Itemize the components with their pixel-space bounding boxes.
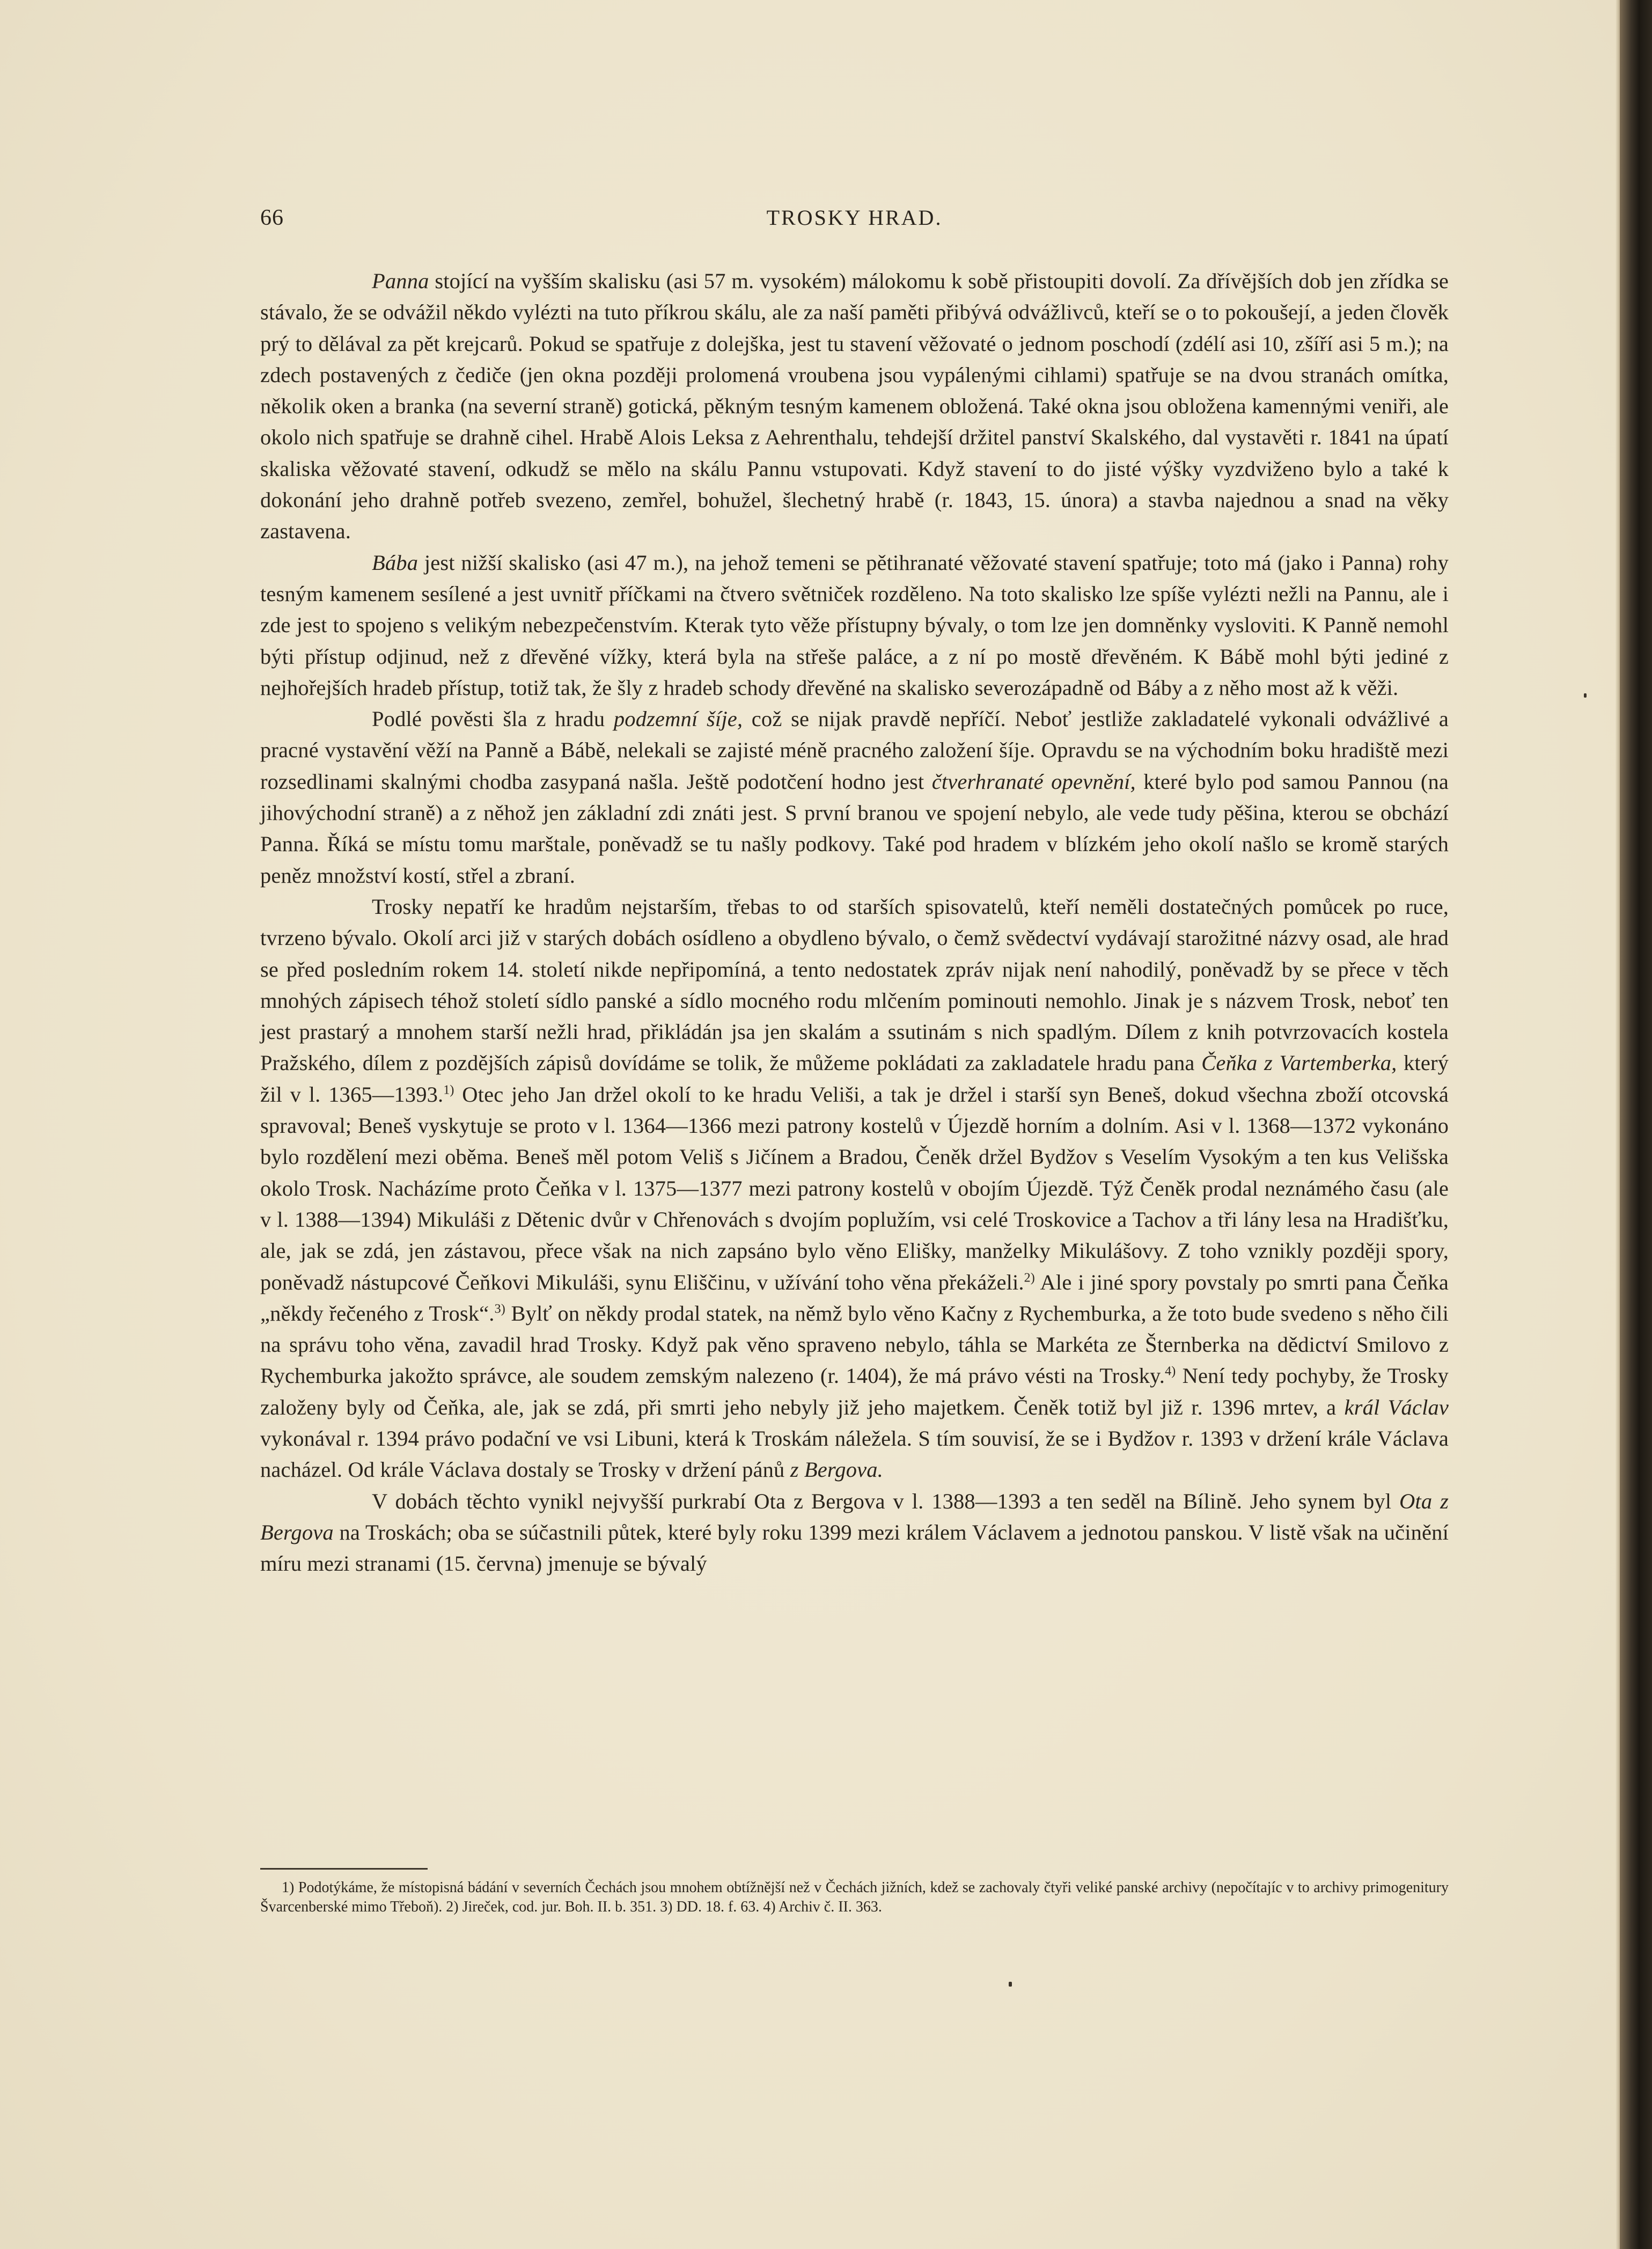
emphasis-text: Bába	[372, 550, 418, 575]
footnote-ref: 3)	[494, 1302, 505, 1316]
page-edge-highlight	[1616, 0, 1620, 2249]
paragraph	[260, 891, 1449, 1486]
emphasis-text: čtverhranaté opevnění,	[931, 769, 1136, 794]
paragraph	[260, 266, 1449, 547]
footnote-text: 1) Podotýkáme, že místopisná bádání v severních Čechách jsou mnohem obtížnější než v Čechách jižních, kdež se zachovaly čtyři veliké panské archivy (nepočítajíc v to archivy primogenitury Švarcenberské mimo Třeboň). 2) Jireček, cod. jur. Boh. II. b. 351. 3) DD. 18. f. 63. 4) Archiv č. II. 363.	[260, 1879, 1449, 1915]
text-run: stojící na vyšším skalisku (asi 57 m. vysokém) málokomu k sobě přistoupiti dovolí. Za dřívějších dob jen zřídka se stávalo, že se odvážil někdo vylézti na tuto příkrou skálu, ale za naší paměti přibývá odvážlivců, kteří se o to pokoušejí, a jeden člověk prý to dělával za pět krejcarů. Pokud se spatřuje z dolejška, jest tu stavení věžovaté o jednom poschodí (zdélí asi 10, zšíří asi 5 m.); na zdech postavených z čediče (jen okna později prolomená vroubena jsou vypálenými cihlami) spatřuje se na dvou stranách omítka, několik oken a branka (na severní straně) gotická, pěkným tesným kamenem obložená. Také okna jsou obložena kamennými veniři, ale okolo nich spatřuje se drahně cihel. Hrabě Alois Leksa z Aehrenthalu, tehdejší držitel panství Skalského, dal vystavěti r. 1841 na úpatí skaliska věžovaté stavení, odkudž se mělo na skálu Pannu vstupovati. Když stavení to do jisté výšky vyzdviženo bylo a také k dokonání jeho drahně potřeb svezeno, zemřel, bohužel, šlechetný hrabě (r. 1843, 15. února) a stavba najednou a snad na věky zastavena.	[260, 269, 1449, 544]
footnote-ref: 1)	[443, 1083, 454, 1097]
text-run: jest nižší skalisko (asi 47 m.), na jehož temeni se pětihranaté věžovaté stavení spatřuje; toto má (jako i Panna) rohy tesným kamenem sesílené a jest uvnitř příčkami na čtvero světniček rozděleno. Na toto skalisko lze spíše vylézti nežli na Pannu, ale i zde jest to spojeno s velikým nebezpečenstvím. Kterak tyto věže přístupny bývaly, o tom lze jen domněnky vysloviti. K Panně nemohl býti přístup odjinud, než z dřevěné vížky, která byla na střeše paláce, a z ní po mostě dřevěném. K Bábě mohl býti jediné z nejhořejších hradeb přístup, totiž tak, že šly z hradeb schody dřevěné na skalisko severozápadně od Báby a z něho most až k věži.	[260, 550, 1449, 700]
text-run: které bylo pod samou Pannou (na jihovýchodní straně) a z něhož jen základní zdi znáti jest. S první branou ve spojení nebylo, ale vede tudy pěšina, kterou se obchází Panna. Říká se místu tomu marštale, poněvadž se tu našly podkovy. Také pod hradem v blízkém jeho okolí našlo se kromě starých peněz množství kostí, střel a zbraní.	[260, 769, 1449, 888]
paragraph	[260, 704, 1449, 891]
text-run: Bylť on někdy prodal statek, na němž bylo věno Kačny z Rychemburka, a že toto bude svedeno s něho čili na správu toho věna, zavadil hrad Trosky. Když pak věno spraveno nebylo, táhla se Markéta ze Šternberka na dědictví Smilovo z Rychemburka jakožto správce, ale soudem zemským nalezeno (r. 1404), že má právo vésti na Trosky.	[260, 1301, 1449, 1388]
text-run: Otec jeho Jan držel okolí to ke hradu Veliši, a tak je držel i starší syn Beneš, dokud všechna zboží otcovská spravoval; Beneš vyskytuje se proto v l. 1364—1366 mezi patrony kostelů v Újezdě horním a dolním. Asi v l. 1368—1372 vykonáno bylo rozdělení mezi oběma. Beneš měl potom Veliš s Jičínem a Bradou, Čeněk držel Bydžov s Veselím Vysokým a ten kus Velišska okolo Trosk. Nacházíme proto Čeňka v l. 1375—1377 mezi patrony kostelů v obojím Újezdě. Týž Čeněk prodal neznámého času (ale v l. 1388—1394) Mikuláši z Dětenic dvůr v Chřenovách s dvojím poplužím, vsi celé Troskovice a Tachov a tři lány lesa na Hradišťku, ale, jak se zdá, jen zástavou, přece však na nich zapsáno bylo věno Elišky, manželky Mikulášovy. Z toho vznikly později spory, poněvadž nástupcové Čeňkovi Mikuláši, synu Eliščinu, v užívání toho věna překáželi.	[260, 1082, 1449, 1294]
text-run: což se nijak pravdě nepříčí. Neboť jestliže zakladatelé vykonali odvážlivé a pracné vystavění věží na Panně a Bábě, nelekali se zajisté méně pracného založení šíje. Opravdu se na východním boku hradiště mezi rozsedlinami skalnými chodba zasypaná našla. Ještě podotčení hodno jest	[260, 707, 1449, 794]
footnotes	[260, 1878, 1449, 1917]
emphasis-text: král Václav	[1344, 1395, 1449, 1419]
text-run: na Troskách; oba se súčastnili půtek, které byly roku 1399 mezi králem Václavem a jednotou panskou. V listě však na učinění míru mezi stranami (15. června) jmenuje se bývalý	[260, 1520, 1449, 1576]
running-title: TROSKY HRAD.	[766, 206, 943, 230]
text-run: Není tedy pochyby, že Trosky založeny byly od Čeňka, ale, jak se zdá, při smrti jeho nebyly již jeho majetkem. Čeněk totiž byl již r. 1396 mrtev, a	[260, 1364, 1449, 1419]
emphasis-text: Panna	[372, 269, 429, 293]
text-run: Trosky nepatří ke hradům nejstarším, třebas to od starších spisovatelů, kteří neměli dostatečných pomůcek po ruce, tvrzeno bývalo. Okolí arci již v starých dobách osídleno a obydleno bývalo, o čemž svědectví vydávají starožitné názvy osad, ale hrad se před posledním rokem 14. století nikde nepřipomíná, a tento nedostatek zpráv nijak není nahodilý, poněvadž by se přece v těch mnohých zápisech téhož století sídlo panské a sídlo mocného rodu mlčením pominouti nemohlo. Jinak je s názvem Trosk, neboť ten jest prastarý a mnohem starší nežli hrad, přikládán jsa jen skalám a ssutinám s nich spadlým. Dílem z knih potvrzovacích kostela Pražského, dílem z pozdějších zápisů dovídáme se tolik, že můžeme pokládati za zakladatele hradu pana	[260, 894, 1449, 1075]
emphasis-text: podzemní šíje,	[613, 707, 743, 731]
page-header	[260, 205, 1449, 237]
margin-speck	[1584, 693, 1587, 698]
footnote-ref: 2)	[1024, 1271, 1035, 1285]
margin-speck	[1009, 1982, 1012, 1987]
text-run: Podlé pověsti šla z hradu	[372, 707, 614, 731]
book-binding-edge	[1620, 0, 1652, 2249]
footnote-ref: 4)	[1165, 1364, 1176, 1379]
paragraph	[260, 1486, 1449, 1580]
text-run: který žil v l. 1365—1393.	[260, 1051, 1449, 1107]
emphasis-text: z Bergova.	[790, 1457, 883, 1482]
footnote-rule	[260, 1868, 428, 1870]
emphasis-text: Ota z Bergova	[260, 1489, 1449, 1544]
text-run: V dobách těchto vynikl nejvyšší purkrabí Ota z Bergova v l. 1388—1393 a ten seděl na Bílině. Jeho synem byl	[372, 1489, 1400, 1513]
main-text	[260, 266, 1449, 1579]
page-number: 66	[260, 206, 284, 230]
text-run: Ale i jiné spory povstaly po smrti pana Čeňka „někdy řečeného z Trosk“.	[260, 1270, 1449, 1325]
paragraph	[260, 547, 1449, 704]
emphasis-text: Čeňka z Vartemberka,	[1201, 1051, 1397, 1075]
text-run: vykonával r. 1394 právo podační ve vsi Libuni, která k Troskám náležela. S tím souvisí, že se i Bydžov r. 1393 v držení krále Václava nacházel. Od krále Václava dostaly se Trosky v držení pánů	[260, 1426, 1449, 1482]
